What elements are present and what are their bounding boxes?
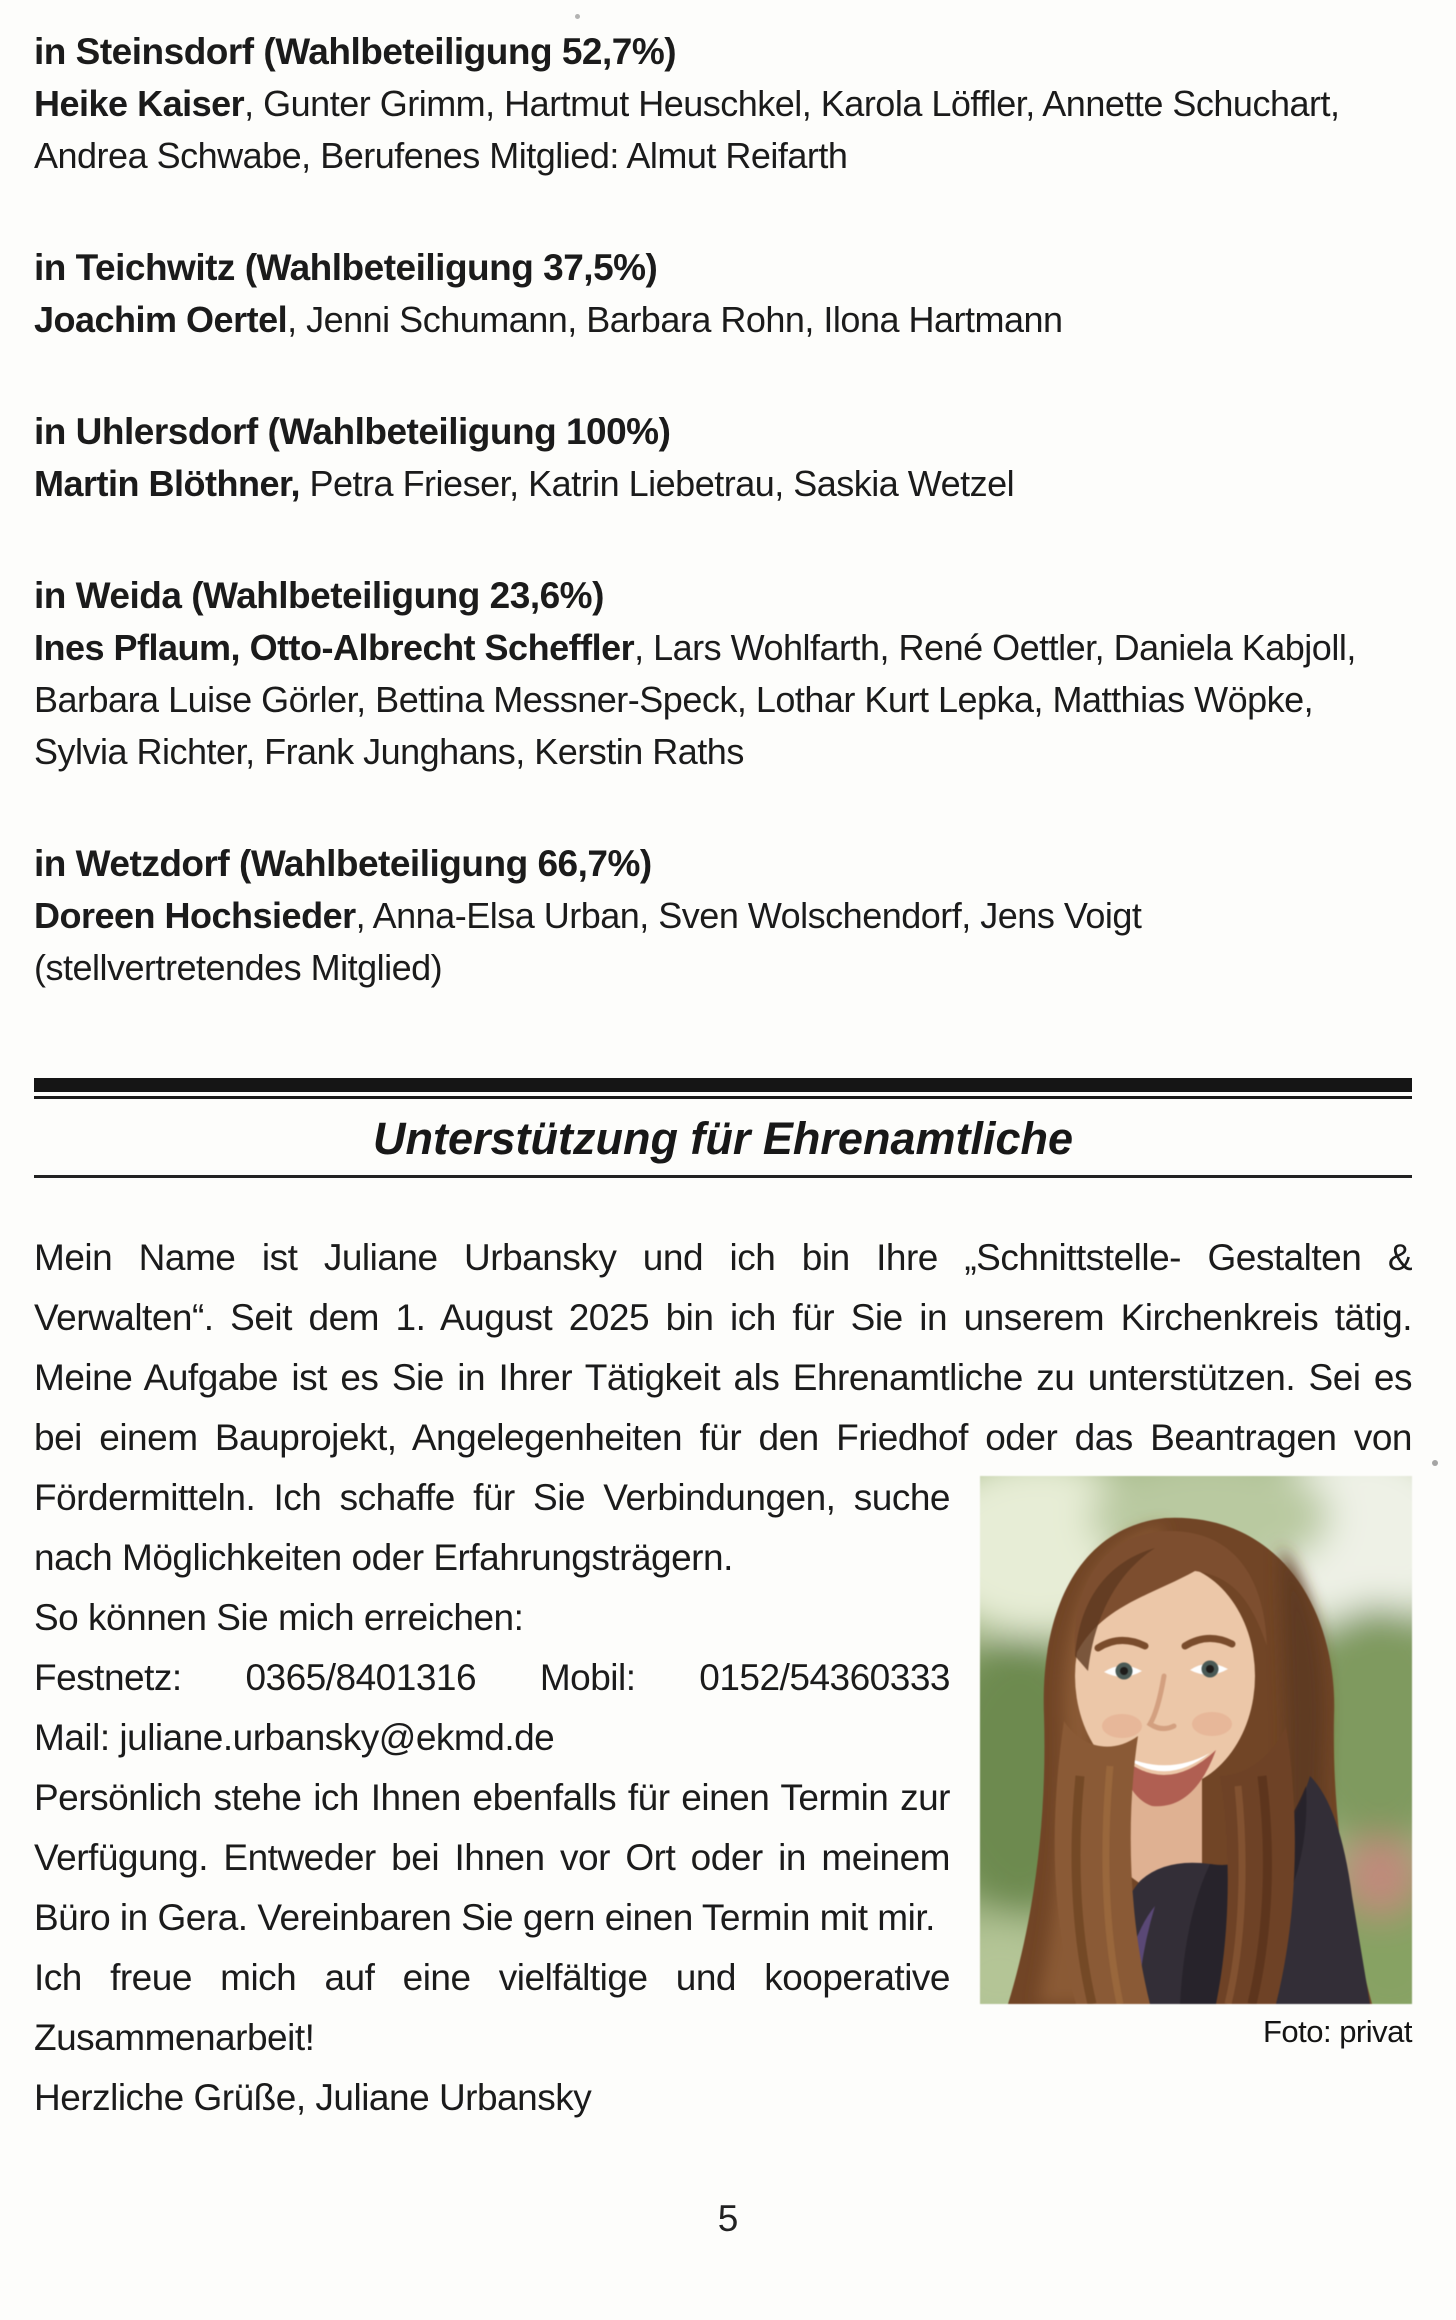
list-section-wetzdorf — [34, 838, 1412, 994]
section-heading: in Steinsdorf (Wahlbeteiligung 52,7%) — [34, 31, 677, 72]
mobil-label: Mobil: — [539, 1657, 636, 1698]
member-rest: Petra Frieser, Katrin Liebetrau, Saskia Wetzel — [300, 463, 1015, 504]
contact-intro-line: So können Sie mich erreichen: — [34, 1597, 524, 1638]
page-number: 5 — [717, 2198, 739, 2239]
festnetz-number: 0365/8401316 — [245, 1657, 477, 1698]
member-lead: Heike Kaiser — [34, 83, 245, 124]
list-section-steinsdorf — [34, 26, 1412, 182]
member-lead: Doreen Hochsieder — [34, 895, 356, 936]
support-section-title: Unterstützung für Ehrenamtliche — [372, 1113, 1074, 1164]
section-heading: in Uhlersdorf (Wahlbeteiligung 100%) — [34, 411, 671, 452]
section-members — [34, 458, 1412, 510]
photo-caption: Foto: privat — [1262, 2014, 1412, 2049]
member-rest: , Jenni Schumann, Barbara Rohn, Ilona Hartmann — [287, 299, 1063, 340]
members-lists — [34, 26, 1412, 994]
list-section-weida — [34, 570, 1412, 778]
mail-line: Mail: juliane.urbansky@ekmd.de — [34, 1717, 555, 1758]
support-paragraph-3: Ich freue mich auf eine vielfältige und kooperative Zusammenarbeit! — [34, 1957, 950, 2058]
portrait-photo-illustration — [980, 1476, 1412, 2004]
photo-figure — [980, 1476, 1412, 2056]
section-members — [34, 622, 1412, 778]
signoff-line: Herzliche Grüße, Juliane Urbansky — [34, 2077, 592, 2118]
festnetz-label: Festnetz: — [34, 1657, 182, 1698]
support-section — [34, 1228, 1412, 2128]
section-members — [34, 294, 1412, 346]
section-banner — [34, 1078, 1412, 1178]
member-lead: Ines Pflaum, Otto-Albrecht Scheffler — [34, 627, 635, 668]
member-lead: Martin Blöthner, — [34, 463, 301, 504]
list-section-uhlersdorf — [34, 406, 1412, 510]
member-rest: , Anna-Elsa Urban, Sven Wolschendorf, Jens Voigt (stellvertretendes Mitglied) — [34, 895, 1142, 988]
banner-thick-rule — [34, 1078, 1412, 1092]
scan-speck — [1432, 1460, 1438, 1466]
support-paragraph-1b: nach Möglichkeiten oder Erfahrungsträgern. — [34, 1537, 733, 1578]
scan-speck — [575, 14, 580, 19]
section-heading: in Wetzdorf (Wahlbeteiligung 66,7%) — [34, 843, 652, 884]
portrait-photo — [980, 1476, 1412, 2004]
section-heading: in Weida (Wahlbeteiligung 23,6%) — [34, 575, 604, 616]
banner-bottom-rule — [34, 1175, 1412, 1178]
section-members — [34, 890, 1412, 994]
support-paragraph-1a: Mein Name ist Juliane Urbansky und ich bin Ihre „Schnittstelle- Gestalten & Verwalten“. Seit dem 1. August 2025 bin ich für Sie in unserem Kirchenkreis tätig. Meine Aufgabe ist es Sie in Ihrer Tätigkeit als Ehrenamtliche zu unterstützen. Sei es bei einem Bauprojekt, Angelegenheiten für den Friedhof oder das Beantragen von Fördermitteln. Ich schaffe für Sie Verbindungen, suche — [34, 1237, 1412, 1518]
member-lead: Joachim Oertel — [34, 299, 288, 340]
support-paragraph-2: Persönlich stehe ich Ihnen ebenfalls für einen Termin zur Verfügung. Entweder bei Ihnen vor Ort oder in meinem Büro in Gera. Vereinbaren Sie gern einen Termin mit mir. — [34, 1777, 950, 1938]
section-heading: in Teichwitz (Wahlbeteiligung 37,5%) — [34, 247, 658, 288]
member-rest: , Lars Wohlfarth, René Oettler, Daniela Kabjoll, Barbara Luise Görler, Bettina Messner-Speck, Lothar Kurt Lepka, Matthias Wöpke, Sylvia Richter, Frank Junghans, Kerstin Raths — [34, 627, 1356, 772]
member-rest: , Gunter Grimm, Hartmut Heuschkel, Karola Löffler, Annette Schuchart, Andrea Schwabe, Berufenes Mitglied: Almut Reifarth — [34, 83, 1340, 176]
mobil-number: 0152/54360333 — [699, 1657, 950, 1698]
list-section-teichwitz — [34, 242, 1412, 346]
section-members — [34, 78, 1412, 182]
